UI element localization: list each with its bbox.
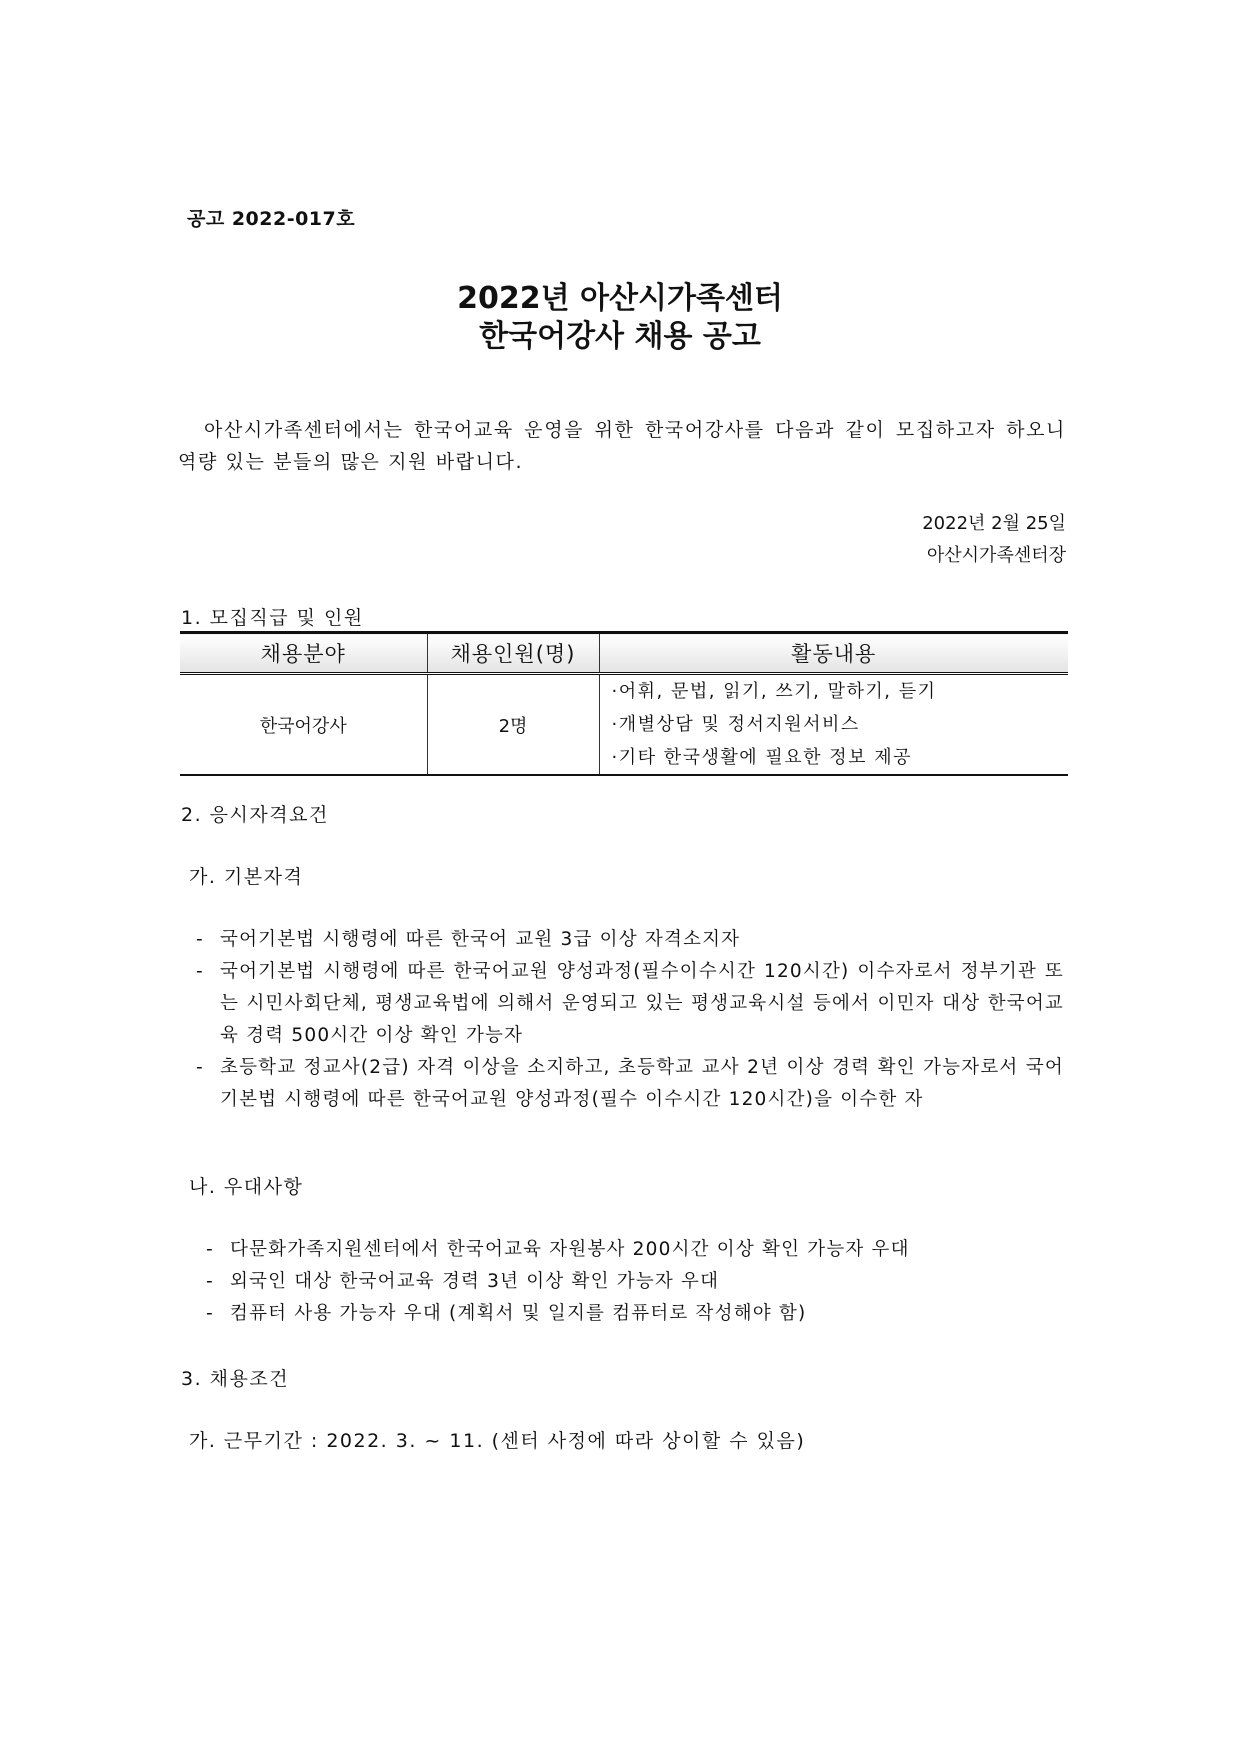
section-1-heading: 1. 모집직급 및 인원 bbox=[181, 607, 364, 629]
list-item-text: 외국인 대상 한국어교육 경력 3년 이상 확인 가능자 우대 bbox=[230, 1271, 720, 1292]
activity-item: ·기타 한국생활에 필요한 정보 제공 bbox=[611, 747, 913, 768]
date-signature bbox=[922, 508, 1066, 572]
column-header-field: 채용분야 bbox=[180, 633, 427, 674]
positions-table bbox=[180, 631, 1068, 776]
section-2-heading: 2. 응시자격요건 bbox=[181, 804, 329, 826]
column-header-activities: 활동내용 bbox=[599, 633, 1068, 674]
list-item-text: 국어기본법 시행령에 따른 한국어 교원 3급 이상 자격소지자 bbox=[220, 929, 741, 950]
issuer-name: 아산시가족센터장 bbox=[926, 545, 1066, 566]
activity-item: ·어휘, 문법, 읽기, 쓰기, 말하기, 듣기 bbox=[611, 681, 937, 702]
list-item: - 컴퓨터 사용 가능자 우대 (계획서 및 일지를 컴퓨터로 작성해야 함) bbox=[206, 1298, 1066, 1330]
cell-count: 2명 bbox=[427, 674, 599, 776]
list-item: - 국어기본법 시행령에 따른 한국어 교원 3급 이상 자격소지자 bbox=[196, 924, 1064, 956]
work-period: 가. 근무기간 : 2022. 3. ~ 11. (센터 사정에 따라 상이할 수 있음) bbox=[189, 1430, 806, 1452]
cell-field: 한국어강사 bbox=[180, 674, 427, 776]
announcement-date: 2022년 2월 25일 bbox=[922, 513, 1066, 534]
basic-qualification-list bbox=[196, 924, 1064, 1116]
list-item: - 초등학교 정교사(2급) 자격 이상을 소지하고, 초등학교 교사 2년 이상 경력 확인 가능자로서 국어기본법 시행령에 따른 한국어교원 양성과정(필수 이수시간 120시간)을 이수한 자 bbox=[196, 1052, 1064, 1116]
cell-activities bbox=[599, 674, 1068, 776]
list-item-text: 컴퓨터 사용 가능자 우대 (계획서 및 일지를 컴퓨터로 작성해야 함) bbox=[230, 1303, 807, 1324]
title-line-1: 2022년 아산시가족센터 bbox=[457, 281, 783, 316]
title-line-2: 한국어강사 채용 공고 bbox=[479, 319, 761, 354]
list-item-text: 국어기본법 시행령에 따른 한국어교원 양성과정(필수이수시간 120시간) 이수자로서 정부기관 또는 시민사회단체, 평생교육법에 의해서 운영되고 있는 평생교육시설 등에서 이민자 대상 한국어교육 경력 500시간 이상 확인 가능자 bbox=[220, 961, 1064, 1046]
list-item: - 국어기본법 시행령에 따른 한국어교원 양성과정(필수이수시간 120시간) 이수자로서 정부기관 또는 시민사회단체, 평생교육법에 의해서 운영되고 있는 평생교육시설 등에서 이민자 대상 한국어교육 경력 500시간 이상 확인 가능자 bbox=[196, 956, 1064, 1052]
preferred-list bbox=[206, 1234, 1066, 1330]
column-header-count: 채용인원(명) bbox=[427, 633, 599, 674]
activity-item: ·개별상담 및 정서지원서비스 bbox=[611, 714, 860, 735]
list-item-text: 초등학교 정교사(2급) 자격 이상을 소지하고, 초등학교 교사 2년 이상 경력 확인 가능자로서 국어기본법 시행령에 따른 한국어교원 양성과정(필수 이수시간 120시간)을 이수한 자 bbox=[220, 1057, 1064, 1110]
notice-number: 공고 2022-017호 bbox=[187, 208, 356, 230]
basic-qualification-heading: 가. 기본자격 bbox=[189, 866, 304, 888]
list-item: - 다문화가족지원센터에서 한국어교육 자원봉사 200시간 이상 확인 가능자 우대 bbox=[206, 1234, 1066, 1266]
list-item: - 외국인 대상 한국어교육 경력 3년 이상 확인 가능자 우대 bbox=[206, 1266, 1066, 1298]
intro-paragraph: 아산시가족센터에서는 한국어교육 운영을 위한 한국어강사를 다음과 같이 모집하고자 하오니 역량 있는 분들의 많은 지원 바랍니다. bbox=[178, 419, 1066, 473]
list-item-text: 다문화가족지원센터에서 한국어교육 자원봉사 200시간 이상 확인 가능자 우대 bbox=[230, 1239, 910, 1260]
section-3-heading: 3. 채용조건 bbox=[181, 1368, 290, 1390]
page-title bbox=[0, 280, 1240, 356]
table-header-row bbox=[180, 633, 1068, 674]
preferred-heading: 나. 우대사항 bbox=[189, 1176, 304, 1198]
table-row bbox=[180, 674, 1068, 776]
